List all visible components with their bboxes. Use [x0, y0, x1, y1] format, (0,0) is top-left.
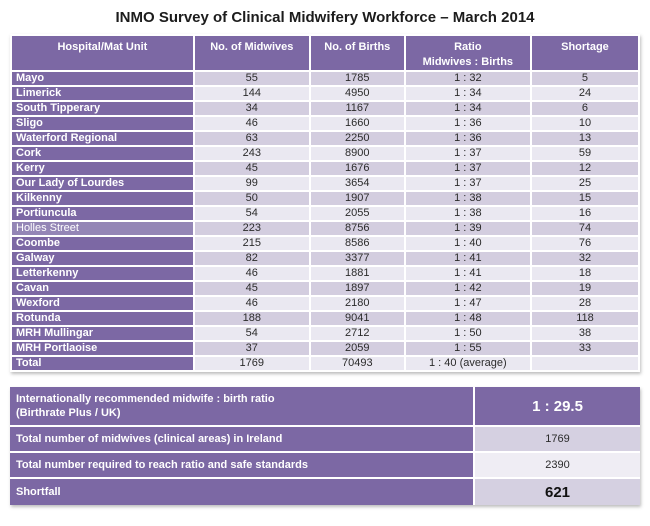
hospital-name-cell: Total — [12, 357, 193, 370]
shortage-cell: 6 — [532, 102, 638, 115]
births-cell: 2059 — [311, 342, 404, 355]
ratio-cell: 1 : 41 — [406, 267, 530, 280]
ratio-cell: 1 : 41 — [406, 252, 530, 265]
births-cell: 4950 — [311, 87, 404, 100]
midwives-cell: 63 — [195, 132, 309, 145]
col-header-hospital: Hospital/Mat Unit — [12, 36, 193, 70]
births-cell: 1881 — [311, 267, 404, 280]
midwives-cell: 50 — [195, 192, 309, 205]
summary-row-recommended-ratio — [10, 387, 640, 425]
col-header-ratio — [406, 36, 530, 70]
summary-label-line1: Shortfall — [16, 485, 61, 498]
births-cell: 2055 — [311, 207, 404, 220]
hospital-name-cell: MRH Mullingar — [12, 327, 193, 340]
hospital-name-cell: Waterford Regional — [12, 132, 193, 145]
shortage-cell: 19 — [532, 282, 638, 295]
ratio-cell: 1 : 38 — [406, 207, 530, 220]
ratio-cell: 1 : 50 — [406, 327, 530, 340]
summary-label-line1: Internationally recommended midwife : birth ratio — [16, 392, 275, 405]
shortage-cell: 16 — [532, 207, 638, 220]
ratio-cell: 1 : 36 — [406, 117, 530, 130]
hospital-name-cell: South Tipperary — [12, 102, 193, 115]
hospital-name-cell: Kerry — [12, 162, 193, 175]
table-row — [12, 252, 638, 265]
midwives-cell: 54 — [195, 207, 309, 220]
midwives-cell: 82 — [195, 252, 309, 265]
ratio-cell: 1 : 38 — [406, 192, 530, 205]
ratio-cell: 1 : 40 — [406, 237, 530, 250]
hospital-name-cell: Sligo — [12, 117, 193, 130]
ratio-cell: 1 : 39 — [406, 222, 530, 235]
ratio-cell: 1 : 32 — [406, 72, 530, 85]
midwives-cell: 55 — [195, 72, 309, 85]
shortage-cell: 76 — [532, 237, 638, 250]
births-cell: 2180 — [311, 297, 404, 310]
table-row — [12, 72, 638, 85]
midwives-cell: 45 — [195, 162, 309, 175]
hospital-name-cell: Cavan — [12, 282, 193, 295]
table-row — [12, 282, 638, 295]
midwives-cell: 46 — [195, 297, 309, 310]
table-row — [12, 132, 638, 145]
table-row — [12, 342, 638, 355]
hospital-name-cell: Portiuncula — [12, 207, 193, 220]
ratio-cell: 1 : 37 — [406, 162, 530, 175]
col-header-midwives: No. of Midwives — [195, 36, 309, 70]
midwives-cell: 1769 — [195, 357, 309, 370]
births-cell: 1167 — [311, 102, 404, 115]
hospital-name-cell: Wexford — [12, 297, 193, 310]
hospital-name-cell: Galway — [12, 252, 193, 265]
midwives-cell: 215 — [195, 237, 309, 250]
shortage-cell: 28 — [532, 297, 638, 310]
midwives-cell: 243 — [195, 147, 309, 160]
hospital-name-cell: Rotunda — [12, 312, 193, 325]
hospital-name-cell: Mayo — [12, 72, 193, 85]
births-cell: 1897 — [311, 282, 404, 295]
table-header-row — [12, 36, 638, 70]
ratio-cell: 1 : 37 — [406, 177, 530, 190]
births-cell: 1907 — [311, 192, 404, 205]
summary-label-line2: (Birthrate Plus / UK) — [16, 407, 121, 419]
midwives-cell: 54 — [195, 327, 309, 340]
ratio-cell: 1 : 48 — [406, 312, 530, 325]
ratio-cell: 1 : 36 — [406, 132, 530, 145]
summary-label-line1: Total number of midwives (clinical areas) in Ireland — [16, 432, 283, 445]
ratio-cell: 1 : 37 — [406, 147, 530, 160]
births-cell: 3377 — [311, 252, 404, 265]
table-row — [12, 297, 638, 310]
births-cell: 8756 — [311, 222, 404, 235]
births-cell: 8900 — [311, 147, 404, 160]
midwives-cell: 37 — [195, 342, 309, 355]
ratio-cell: 1 : 47 — [406, 297, 530, 310]
hospital-name-cell: Letterkenny — [12, 267, 193, 280]
hospital-name-cell: Cork — [12, 147, 193, 160]
col-header-births: No. of Births — [311, 36, 404, 70]
births-cell: 2250 — [311, 132, 404, 145]
hospital-name-cell: Holles Street — [12, 222, 193, 235]
summary-value-shortfall: 621 — [475, 479, 640, 505]
midwives-cell: 34 — [195, 102, 309, 115]
summary-row-shortfall — [10, 479, 640, 505]
births-cell: 2712 — [311, 327, 404, 340]
hospital-name-cell: Our Lady of Lourdes — [12, 177, 193, 190]
shortage-cell — [532, 357, 638, 370]
table-row — [12, 327, 638, 340]
shortage-cell: 5 — [532, 72, 638, 85]
births-cell: 70493 — [311, 357, 404, 370]
hospital-name-cell: Kilkenny — [12, 192, 193, 205]
table-row — [12, 312, 638, 325]
births-cell: 9041 — [311, 312, 404, 325]
midwives-cell: 46 — [195, 117, 309, 130]
births-cell: 8586 — [311, 237, 404, 250]
summary-label-line1: Total number required to reach ratio and safe standards — [16, 458, 308, 471]
table-row — [12, 102, 638, 115]
ratio-cell: 1 : 34 — [406, 87, 530, 100]
summary-label-total-midwives — [10, 427, 473, 451]
births-cell: 1660 — [311, 117, 404, 130]
hospital-name-cell: Limerick — [12, 87, 193, 100]
table-row — [12, 222, 638, 235]
hospital-table-body — [12, 72, 638, 370]
table-row — [12, 207, 638, 220]
summary-row-required — [10, 453, 640, 477]
summary-row-total-midwives — [10, 427, 640, 451]
ratio-cell: 1 : 55 — [406, 342, 530, 355]
shortage-cell: 18 — [532, 267, 638, 280]
hospital-name-cell: Coombe — [12, 237, 193, 250]
shortage-cell: 25 — [532, 177, 638, 190]
births-cell: 1676 — [311, 162, 404, 175]
shortage-cell: 15 — [532, 192, 638, 205]
table-row — [12, 237, 638, 250]
col-header-ratio-line1: Ratio — [454, 41, 482, 53]
page-title: INMO Survey of Clinical Midwifery Workforce – March 2014 — [115, 9, 535, 26]
births-cell: 3654 — [311, 177, 404, 190]
ratio-cell: 1 : 34 — [406, 102, 530, 115]
ratio-cell: 1 : 40 (average) — [406, 357, 530, 370]
summary-label-shortfall — [10, 479, 473, 505]
shortage-cell: 12 — [532, 162, 638, 175]
ratio-cell: 1 : 42 — [406, 282, 530, 295]
shortage-cell: 32 — [532, 252, 638, 265]
shortage-cell: 118 — [532, 312, 638, 325]
table-row — [12, 192, 638, 205]
table-row — [12, 357, 638, 370]
midwives-cell: 188 — [195, 312, 309, 325]
midwives-cell: 45 — [195, 282, 309, 295]
shortage-cell: 13 — [532, 132, 638, 145]
summary-table — [10, 387, 640, 505]
summary-label-required — [10, 453, 473, 477]
births-cell: 1785 — [311, 72, 404, 85]
shortage-cell: 24 — [532, 87, 638, 100]
table-row — [12, 177, 638, 190]
shortage-cell: 33 — [532, 342, 638, 355]
table-row — [12, 162, 638, 175]
midwives-cell: 144 — [195, 87, 309, 100]
col-header-ratio-line2: Midwives : Births — [422, 55, 514, 68]
hospital-name-cell: MRH Portlaoise — [12, 342, 193, 355]
shortage-cell: 59 — [532, 147, 638, 160]
summary-value-recommended-ratio: 1 : 29.5 — [475, 387, 640, 425]
shortage-cell: 38 — [532, 327, 638, 340]
hospital-table — [10, 34, 640, 372]
summary-label-recommended-ratio — [10, 387, 473, 425]
table-row — [12, 147, 638, 160]
col-header-shortage: Shortage — [532, 36, 638, 70]
table-row — [12, 267, 638, 280]
table-row — [12, 87, 638, 100]
table-row — [12, 117, 638, 130]
summary-value-total-midwives: 1769 — [475, 427, 640, 451]
midwives-cell: 223 — [195, 222, 309, 235]
midwives-cell: 46 — [195, 267, 309, 280]
summary-value-required: 2390 — [475, 453, 640, 477]
midwives-cell: 99 — [195, 177, 309, 190]
shortage-cell: 10 — [532, 117, 638, 130]
shortage-cell: 74 — [532, 222, 638, 235]
